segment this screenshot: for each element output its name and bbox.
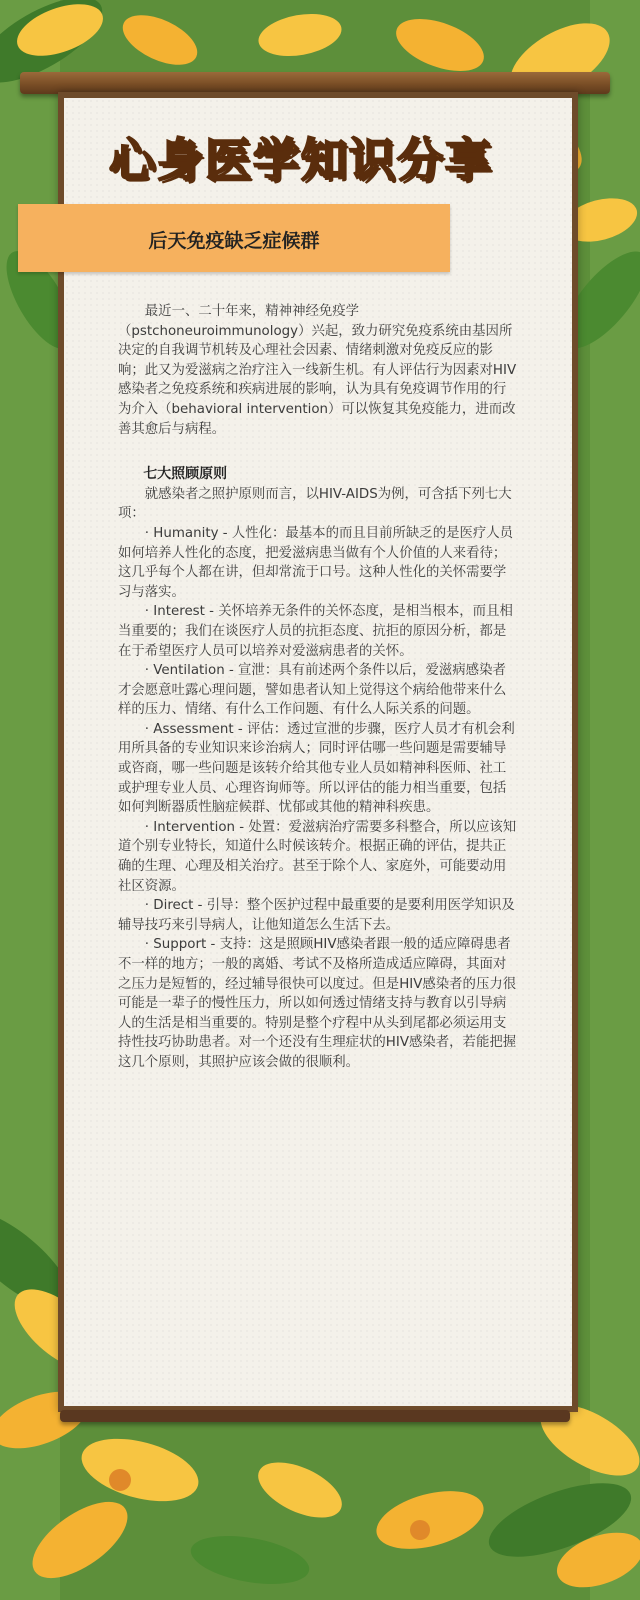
principle-ventilation: · Ventilation - 宣泄：具有前述两个条件以后，爱滋病感染者才会愿意吐露心理问题，譬如患者认知上觉得这个病给他带来什么样的压力、情绪、有什么工作问题、有什么人际关系的问题。: [118, 663, 507, 718]
principle-assessment: · Assessment - 评估：透过宣泄的步骤，医疗人员才有机会利用所具备的专业知识来诊治病人；同时评估哪一些问题是需要辅导或咨商，哪一些问题是该转介给其他专业人员如精神科医师、社工或护理专业人员、心理咨询师等。所以评估的能力相当重要，包括如何判断器质性脑症候群、忧郁或其他的精神科疾患。: [118, 721, 515, 816]
principle-support: · Support - 支持：这是照顾HIV感染者跟一般的适应障碍患者不一样的地方；一般的离婚、考试不及格所造成适应障碍，其面对之压力是短暂的，经过辅导很快可以度过。但是HIV感染者的压力很可能是一辈子的慢性压力，所以如何透过情绪支持与教育以引导病人的生活是相当重要的。特别是整个疗程中从头到尾都必须运用支持性技巧协助患者。对一个还没有生理症状的HIV感染者，若能把握这几个原则，其照护应该会做的很顺利。: [118, 937, 517, 1070]
principle-humanity: · Humanity - 人性化：最基本的而且目前所缺乏的是医疗人员如何培养人性化的态度，把爱滋病患当做有个人价值的人来看待；这几乎每个人都在讲，但却常流于口号。这种人性化的关怀需要学习与落实。: [118, 525, 514, 600]
subtitle-banner: [18, 204, 450, 272]
scroll-top-rod: [20, 72, 610, 94]
subtitle: 后天免疫缺乏症候群: [148, 230, 320, 252]
section-lead: 就感染者之照护原则而言，以HIV-AIDS为例，可含括下列七大项：: [118, 486, 512, 522]
section-title: 七大照顾原则: [143, 466, 228, 483]
page-title: 心身医学知识分享: [109, 133, 493, 187]
principle-intervention: · Intervention - 处置：爱滋病治疗需要多科整合，所以应该知道个别专业特长，知道什么时候该转介。根据正确的评估，提共正确的生理、心理及相关治疗。甚至于除个人、家庭外，可能要动用社区资源。: [118, 819, 517, 894]
principle-direct: · Direct - 引导：整个医护过程中最重要的是要利用医学知识及辅导技巧来引导病人，让他知道怎么生活下去。: [118, 898, 515, 933]
principle-interest: · Interest - 关怀培养无条件的关怀态度，是相当根本，而且相当重要的；我们在谈医疗人员的抗拒态度、抗拒的原因分析，都是在于希望医疗人员可以培养对爱滋病患者的关怀。: [118, 604, 513, 659]
intro-paragraph: 最近一、二十年来，精神神经免疫学（pstchoneuroimmunology）兴起，致力研究免疫系统由基因所决定的自我调节机转及心理社会因素、情绪刺激对免疫反应的影响；此又为爱滋病之治疗注入一线新生机。有人评估行为因素对HIV感染者之免疫系统和疾病进展的影响，认为具有免疫调节作用的行为介入（behavioral intervention）可以恢复其免疫能力，进而改善其愈后与病程。: [118, 304, 517, 437]
scroll-bottom-rod: [60, 1410, 570, 1422]
article-body: [118, 302, 518, 1073]
